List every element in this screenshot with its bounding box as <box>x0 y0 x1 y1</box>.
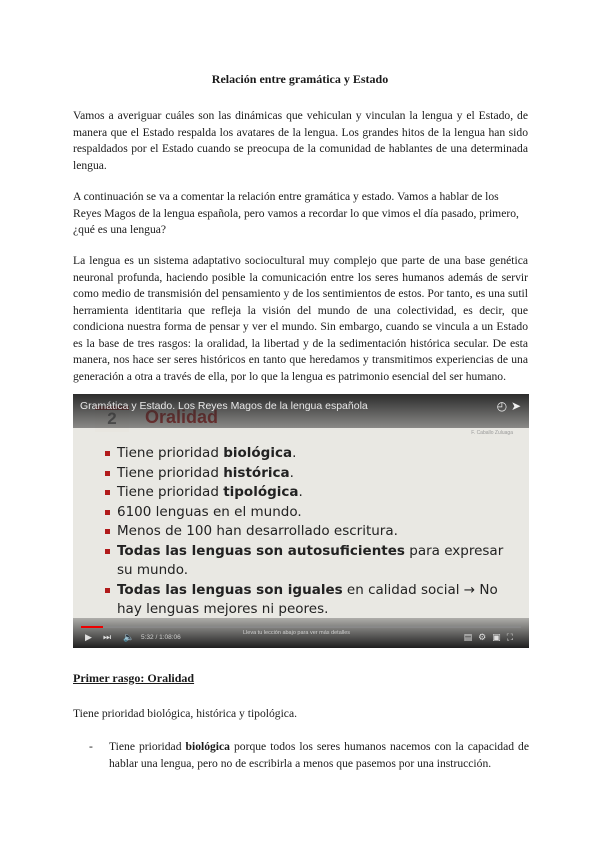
video-control-bar <box>73 618 529 648</box>
section-heading: Primer rasgo: Oralidad <box>73 671 195 685</box>
video-title[interactable]: Gramática y Estado. Los Reyes Magos de la lengua española <box>80 400 368 412</box>
subtitles-icon[interactable]: ▤ <box>463 633 479 643</box>
next-icon[interactable]: ⏭ <box>103 633 112 643</box>
slide-bullet: 6100 lenguas en el mundo. <box>105 503 515 523</box>
slide-bullet: Tiene prioridad tipológica. <box>105 483 515 503</box>
second-paragraph: A continuación se va a comentar la relación entre gramática y estado. Vamos a hablar de los Reyes Magos de la lengua española, pero vamos a recordar lo que vimos el día pasado, primero, ¿qué es una lengua? <box>73 190 519 236</box>
video-top-icons <box>497 399 521 413</box>
fullscreen-icon[interactable]: ⛶ <box>506 633 519 643</box>
video-right-controls <box>464 633 519 643</box>
slide-bullet: Tiene prioridad biológica. <box>105 444 515 464</box>
clock-icon[interactable]: ◴ <box>496 399 508 413</box>
slide-bullet: Tiene prioridad histórica. <box>105 464 515 484</box>
video-time: 5:32 / 1:08:06 <box>141 634 181 641</box>
definition-paragraph: La lengua es un sistema adaptativo sociocultural muy complejo que parte de una base genética neuronal profunda, haciendo posible la comunicación entre los seres humanos además de servir como medio de transmisión del pensamiento y de los sentimientos de estos. Por tanto, es una sutil herramienta identitaria que refleja la visión del mundo de una colectividad, es decir, que condiciona nuestra forma de pensar y ver el mundo. Sin embargo, cuando se vincula a un Estado es la base de tres rasgos: la oralidad, la libertad y de la sedimentación histórica secular. De esta manera, nos hace ser seres históricos en tanto que heredamos y transmitimos experiencias de una generación a otra a través de ella, por lo que la lengua es patrimonio esencial del ser humano. <box>73 254 528 383</box>
slide-watermark: F. Caballo Zuluaga <box>471 430 513 436</box>
slide-bullet: Menos de 100 han desarrollado escritura. <box>105 522 515 542</box>
play-icon[interactable]: ▶ <box>85 633 92 643</box>
video-top-bar <box>73 394 529 428</box>
video-chapter-hint[interactable]: Lleva tu lección abajo para ver más detalles <box>243 630 351 636</box>
video-progress-fill <box>81 626 103 628</box>
slide-bullet-list <box>105 444 515 620</box>
intro-paragraph: Vamos a averiguar cuáles son las dinámicas que vehiculan y vinculan la lengua y el Estado, de manera que el Estado respalda los avatares de la lengua. Los grandes hitos de la lengua han sido respaldados por el Estado cuando se preocupa de la comunidad de hablantes de una determinada lengua. <box>73 109 528 172</box>
share-icon[interactable]: ➤ <box>510 399 521 413</box>
list-dash: - <box>89 740 93 753</box>
embedded-video[interactable] <box>73 394 529 648</box>
document-title: Relación entre gramática y Estado <box>211 72 389 86</box>
slide-bullet: Todas las lenguas son iguales en calidad social → No hay lenguas mejores ni peores. <box>105 581 515 620</box>
miniplayer-icon[interactable]: ▣ <box>492 633 507 643</box>
video-progress-bar[interactable] <box>81 626 521 628</box>
volume-icon[interactable]: 🔈 <box>123 633 135 643</box>
slide-bullet: Todas las lenguas son autosuficientes para expresar su mundo. <box>105 542 515 581</box>
settings-icon[interactable]: ⚙ <box>478 633 493 643</box>
section-paragraph: Tiene prioridad biológica, histórica y tipológica. <box>73 707 297 720</box>
list-item-text: Tiene prioridad biológica porque todos los seres humanos nacemos con la capacidad de hablar una lengua, pero no de escribirla a menos que pasemos por una instrucción. <box>109 740 530 770</box>
